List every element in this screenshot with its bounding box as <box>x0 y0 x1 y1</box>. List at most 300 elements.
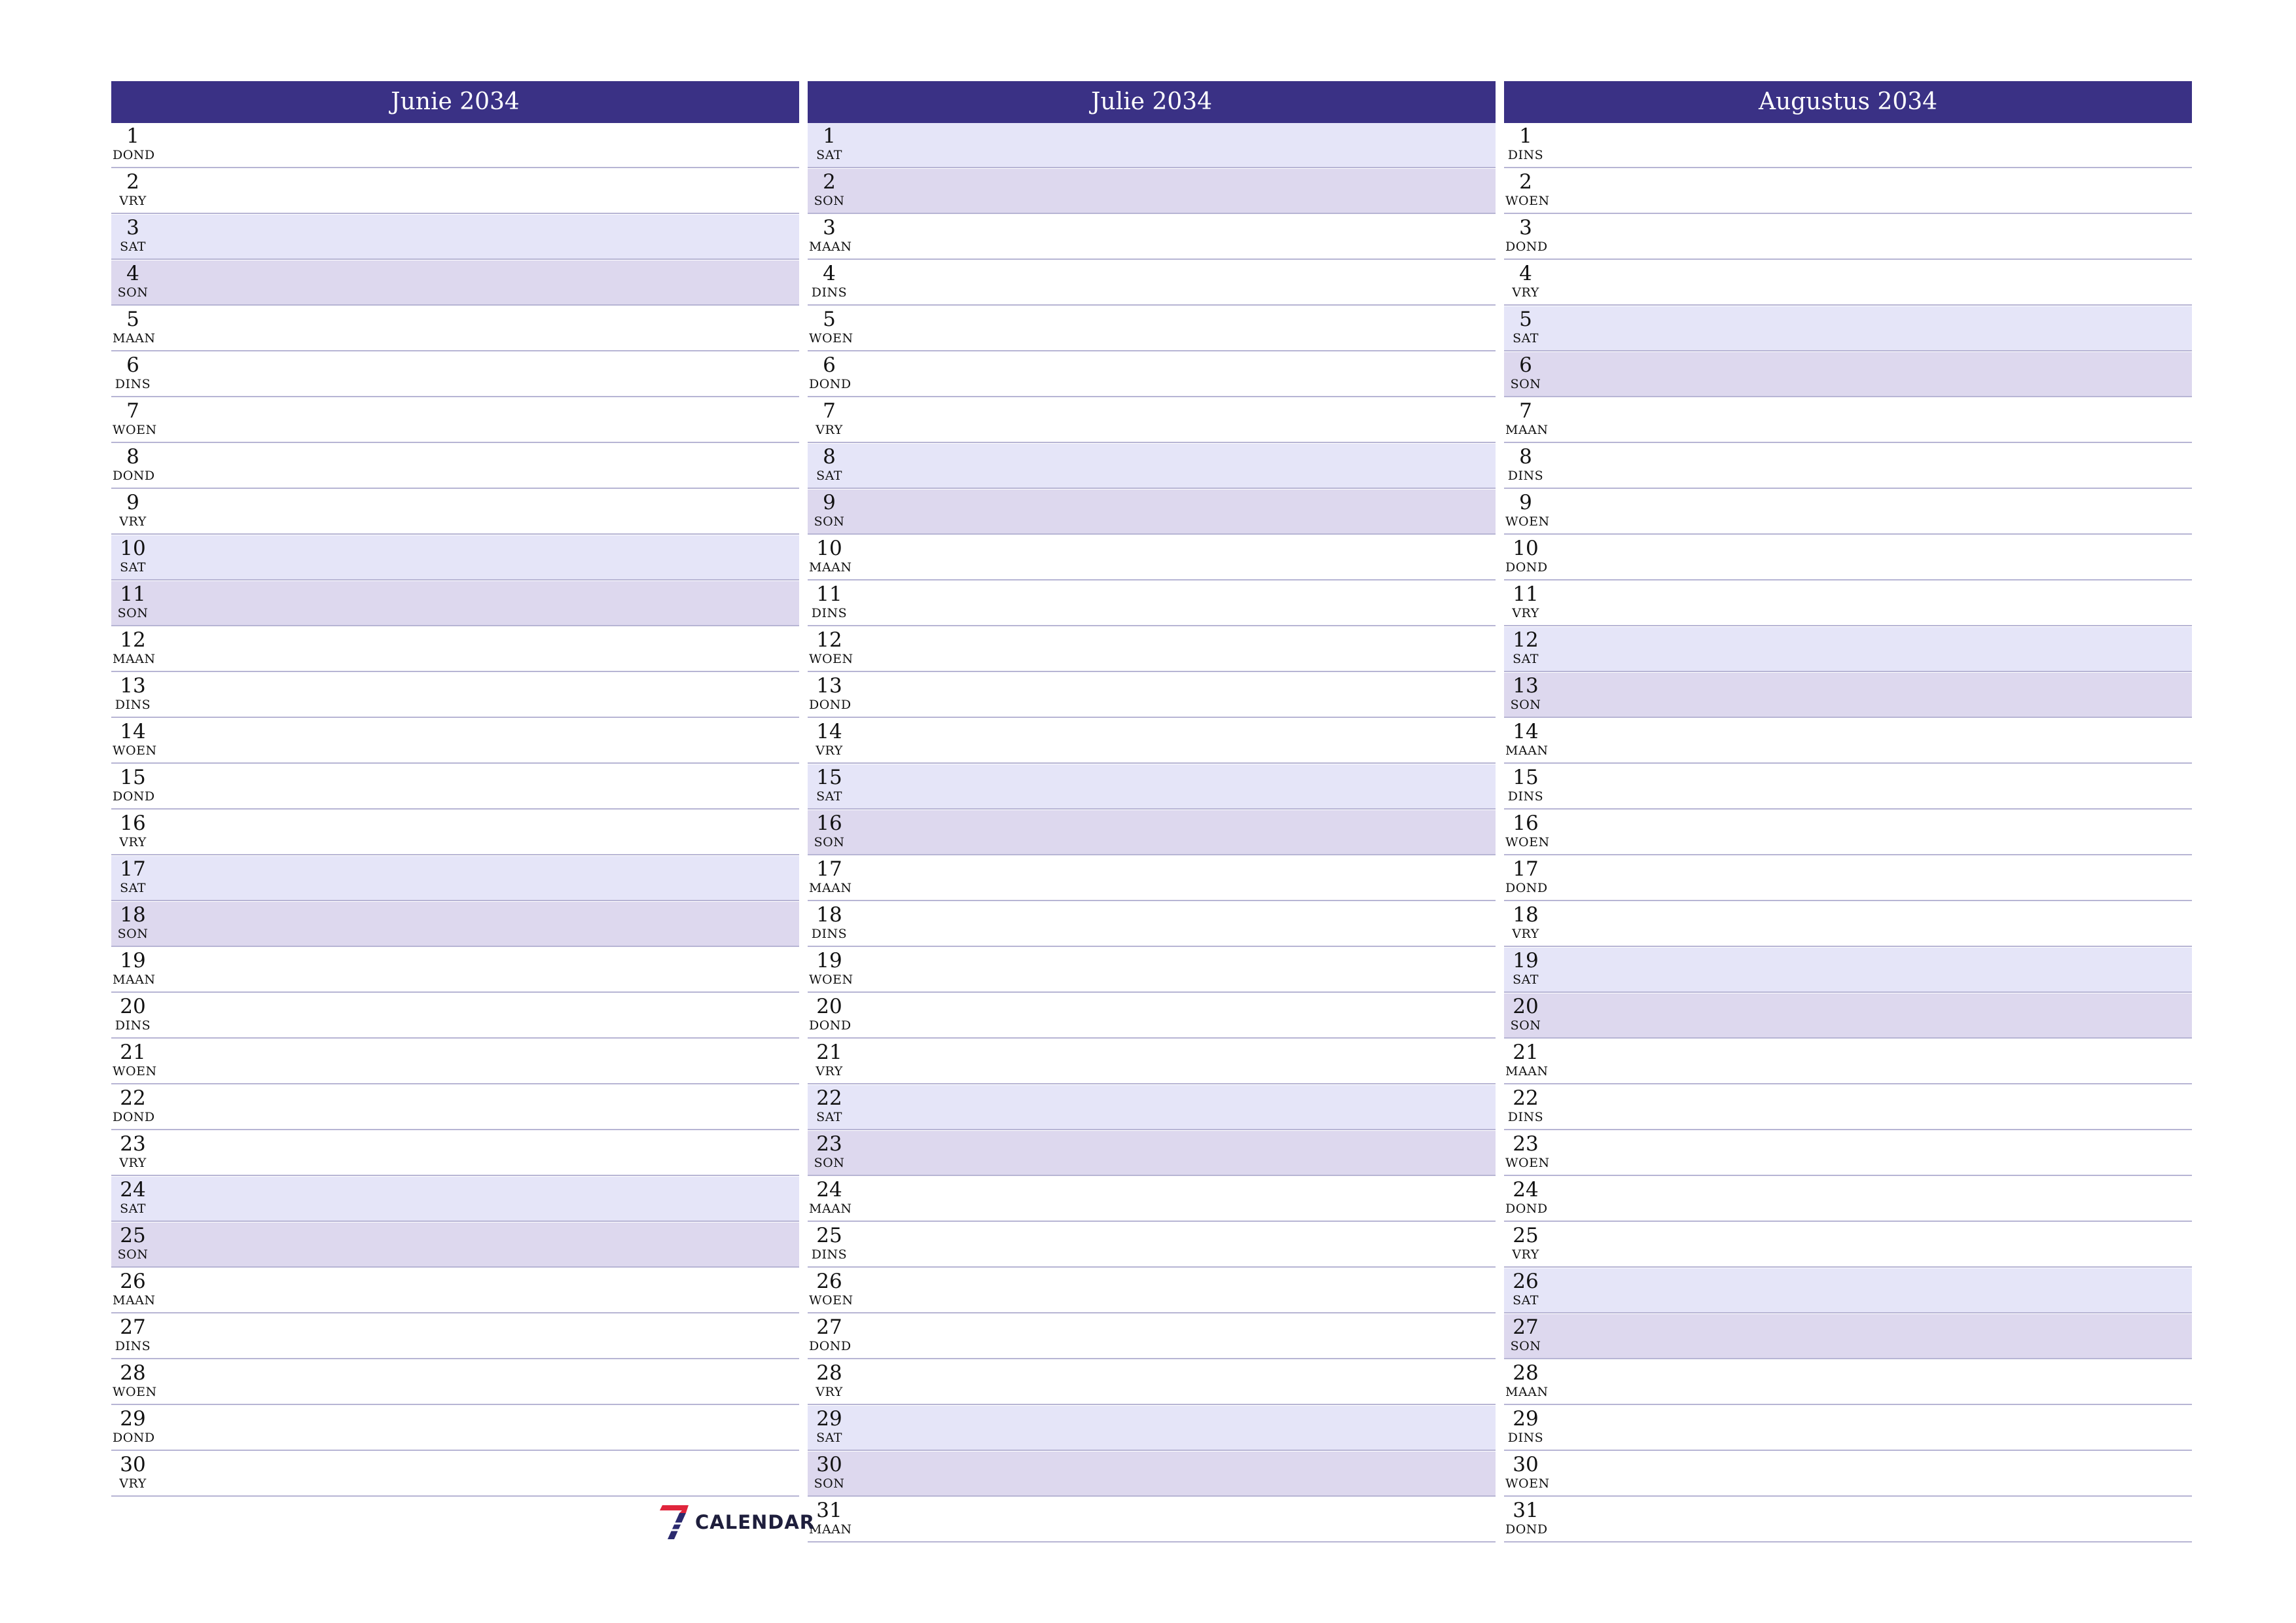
day-cell <box>1505 582 1546 620</box>
day-number: 3 <box>1519 216 1532 240</box>
weekday-label: SAT <box>816 148 842 162</box>
day-row <box>808 1360 1496 1405</box>
weekday-label: DINS <box>1507 789 1544 804</box>
day-number: 7 <box>823 399 836 423</box>
weekday-label: WOEN <box>113 423 157 437</box>
day-row <box>808 169 1496 214</box>
day-number: 8 <box>1519 445 1532 469</box>
day-row <box>808 444 1496 489</box>
day-row <box>111 1452 799 1497</box>
day-row <box>1504 1406 2192 1451</box>
day-row <box>808 215 1496 260</box>
weekday-label: DOND <box>1505 1522 1548 1537</box>
day-number: 8 <box>823 445 836 469</box>
weekday-label: DOND <box>809 1018 852 1033</box>
day-number: 21 <box>816 1041 842 1064</box>
day-number: 19 <box>120 949 146 972</box>
day-number: 13 <box>1513 674 1539 698</box>
day-number: 25 <box>816 1224 842 1247</box>
day-row <box>1504 948 2192 993</box>
day-row <box>1504 719 2192 764</box>
day-cell <box>1505 949 1546 987</box>
day-cell <box>1505 812 1550 849</box>
day-cell <box>113 308 156 346</box>
day-number: 14 <box>120 720 146 743</box>
day-number: 30 <box>816 1453 842 1476</box>
weekday-label: SAT <box>120 560 146 575</box>
day-number: 31 <box>816 1499 842 1522</box>
weekday-label: SAT <box>120 881 146 895</box>
day-row <box>1504 1039 2192 1084</box>
day-row <box>1504 1452 2192 1497</box>
day-row <box>808 306 1496 351</box>
day-number: 9 <box>1519 491 1532 514</box>
day-row <box>808 627 1496 672</box>
day-row <box>1504 581 2192 626</box>
day-number: 27 <box>816 1315 842 1339</box>
day-cell <box>113 1407 153 1445</box>
day-row <box>808 490 1496 535</box>
day-cell <box>113 674 153 712</box>
day-number: 26 <box>1513 1270 1539 1293</box>
day-row <box>808 1452 1496 1497</box>
weekday-label: VRY <box>816 743 843 758</box>
day-number: 10 <box>1513 537 1539 560</box>
day-number: 4 <box>1519 262 1532 285</box>
day-row <box>111 1268 799 1313</box>
day-cell <box>809 1499 850 1537</box>
weekday-label: SAT <box>120 1202 146 1216</box>
day-row <box>808 810 1496 855</box>
day-cell <box>809 445 850 483</box>
day-row <box>808 1314 1496 1359</box>
day-cell <box>113 1178 153 1216</box>
day-cell <box>1505 1270 1546 1308</box>
day-row <box>808 581 1496 626</box>
day-row <box>1504 398 2192 443</box>
day-number: 15 <box>1513 766 1539 789</box>
weekday-label: SON <box>117 606 149 620</box>
weekday-label: WOEN <box>113 1064 157 1079</box>
weekday-label: DOND <box>1505 240 1548 254</box>
day-number: 30 <box>120 1453 146 1476</box>
day-cell <box>113 216 153 254</box>
weekday-label: DOND <box>1505 881 1548 895</box>
day-number: 11 <box>120 582 146 606</box>
day-row <box>808 1268 1496 1313</box>
day-cell <box>113 857 153 895</box>
day-cell <box>1505 674 1546 712</box>
day-row <box>1504 1177 2192 1222</box>
weekday-label: VRY <box>119 194 147 208</box>
day-cell <box>113 491 153 529</box>
day-number: 24 <box>120 1178 146 1202</box>
day-number: 18 <box>816 903 842 927</box>
day-cell <box>809 1407 850 1445</box>
day-row <box>111 398 799 443</box>
day-cell <box>809 949 853 987</box>
day-row <box>808 673 1496 718</box>
day-cell <box>1505 1224 1546 1262</box>
weekday-label: MAAN <box>1505 1385 1549 1399</box>
weekday-label: VRY <box>816 423 843 437</box>
day-cell <box>1505 1086 1546 1124</box>
weekday-label: SAT <box>1513 972 1539 987</box>
weekday-label: DOND <box>113 1431 155 1445</box>
day-row <box>111 306 799 351</box>
weekday-label: DINS <box>811 927 848 941</box>
day-number: 14 <box>1513 720 1539 743</box>
day-cell <box>113 399 157 437</box>
day-row <box>111 490 799 535</box>
weekday-label: DOND <box>1505 560 1548 575</box>
month-column-august <box>1504 81 2192 1543</box>
weekday-label: DOND <box>809 377 852 391</box>
month-title: Julie 2034 <box>808 81 1496 123</box>
weekday-label: WOEN <box>1505 514 1550 529</box>
day-cell <box>1505 216 1546 254</box>
weekday-label: DOND <box>1505 1202 1548 1216</box>
weekday-label: MAAN <box>809 881 852 895</box>
weekday-label: MAAN <box>809 1522 852 1537</box>
day-number: 12 <box>1513 628 1539 652</box>
day-number: 1 <box>823 124 836 148</box>
day-number: 22 <box>816 1086 842 1110</box>
day-cell <box>809 1315 850 1353</box>
day-number: 12 <box>120 628 146 652</box>
weekday-label: VRY <box>1512 927 1539 941</box>
day-row <box>1504 1360 2192 1405</box>
day-number: 29 <box>1513 1407 1539 1431</box>
day-row <box>1504 1497 2192 1543</box>
weekday-label: MAAN <box>113 972 156 987</box>
day-cell <box>113 537 153 575</box>
day-number: 18 <box>120 903 146 927</box>
day-cell <box>809 216 850 254</box>
day-cell <box>809 812 850 849</box>
weekday-label: MAAN <box>1505 423 1549 437</box>
weekday-label: WOEN <box>1505 1476 1550 1491</box>
weekday-label: WOEN <box>809 1293 853 1308</box>
day-cell <box>1505 262 1546 300</box>
weekday-label: DOND <box>113 1110 155 1124</box>
weekday-label: SON <box>117 927 149 941</box>
weekday-label: VRY <box>119 1476 147 1491</box>
day-row <box>808 535 1496 580</box>
weekday-label: WOEN <box>809 331 853 346</box>
day-number: 30 <box>1513 1453 1539 1476</box>
day-number: 29 <box>816 1407 842 1431</box>
day-number: 3 <box>823 216 836 240</box>
day-number: 12 <box>816 628 842 652</box>
day-number: 21 <box>120 1041 146 1064</box>
day-number: 5 <box>126 308 139 331</box>
month-title: Augustus 2034 <box>1504 81 2192 123</box>
day-number: 5 <box>1519 308 1532 331</box>
weekday-label: VRY <box>119 514 147 529</box>
day-row <box>1504 1268 2192 1313</box>
calendar-logo <box>660 1504 815 1541</box>
weekday-label: WOEN <box>809 972 853 987</box>
day-cell <box>113 262 153 300</box>
weekday-label: MAAN <box>113 1293 156 1308</box>
day-number: 4 <box>823 262 836 285</box>
day-number: 22 <box>120 1086 146 1110</box>
day-number: 24 <box>1513 1178 1539 1202</box>
weekday-label: DINS <box>811 285 848 300</box>
day-cell <box>113 1453 153 1491</box>
day-cell <box>113 170 153 208</box>
day-row <box>1504 306 2192 351</box>
weekday-label: WOEN <box>1505 194 1550 208</box>
day-row <box>1504 810 2192 855</box>
day-cell <box>113 1361 157 1399</box>
weekday-label: SON <box>1510 377 1541 391</box>
day-row <box>808 948 1496 993</box>
day-row <box>808 902 1496 947</box>
day-row <box>111 169 799 214</box>
day-number: 19 <box>816 949 842 972</box>
day-number: 20 <box>816 995 842 1018</box>
day-number: 4 <box>126 262 139 285</box>
day-number: 10 <box>816 537 842 560</box>
day-cell <box>809 124 850 162</box>
day-cell <box>113 1041 157 1079</box>
day-row <box>111 673 799 718</box>
day-cell <box>113 1315 153 1353</box>
day-cell <box>1505 903 1546 941</box>
day-cell <box>809 628 853 666</box>
day-row <box>1504 902 2192 947</box>
weekday-label: VRY <box>119 1156 147 1170</box>
day-number: 26 <box>120 1270 146 1293</box>
weekday-label: WOEN <box>113 743 157 758</box>
day-cell <box>1505 1407 1546 1445</box>
day-row <box>808 856 1496 901</box>
day-number: 17 <box>120 857 146 881</box>
weekday-label: SON <box>814 194 845 208</box>
day-number: 21 <box>1513 1041 1539 1064</box>
seven-logo-icon <box>660 1504 690 1541</box>
weekday-label: WOEN <box>113 1385 157 1399</box>
day-number: 31 <box>1513 1499 1539 1522</box>
day-number: 2 <box>1519 170 1532 194</box>
weekday-label: SON <box>814 1156 845 1170</box>
weekday-label: DINS <box>1507 1110 1544 1124</box>
day-cell <box>809 1086 850 1124</box>
month-title: Junie 2034 <box>111 81 799 123</box>
day-row <box>111 1039 799 1084</box>
day-cell <box>113 1086 153 1124</box>
weekday-label: SON <box>1510 1018 1541 1033</box>
day-row <box>1504 352 2192 397</box>
day-row <box>808 352 1496 397</box>
day-number: 9 <box>823 491 836 514</box>
day-row <box>1504 627 2192 672</box>
weekday-label: DINS <box>1507 469 1544 483</box>
weekday-label: SON <box>117 1247 149 1262</box>
weekday-label: SAT <box>1513 331 1539 346</box>
day-cell <box>1505 628 1546 666</box>
day-row <box>111 581 799 626</box>
day-row <box>1504 169 2192 214</box>
day-row <box>111 352 799 397</box>
day-cell <box>1505 1499 1546 1537</box>
weekday-label: SON <box>117 285 149 300</box>
day-cell <box>113 949 156 987</box>
day-row <box>111 719 799 764</box>
weekday-label: MAAN <box>809 560 852 575</box>
day-number: 25 <box>1513 1224 1539 1247</box>
weekday-label: VRY <box>1512 1247 1539 1262</box>
month-column-june <box>111 81 799 1497</box>
day-number: 13 <box>120 674 146 698</box>
day-cell <box>1505 766 1546 804</box>
day-cell <box>113 353 153 391</box>
day-number: 20 <box>120 995 146 1018</box>
day-row <box>111 856 799 901</box>
day-cell <box>113 1132 153 1170</box>
day-number: 26 <box>816 1270 842 1293</box>
day-cell <box>113 582 153 620</box>
day-number: 17 <box>816 857 842 881</box>
weekday-label: MAAN <box>113 331 156 346</box>
day-row <box>1504 764 2192 810</box>
day-list <box>808 123 1496 1543</box>
month-column-july <box>808 81 1496 1543</box>
day-cell <box>1505 1178 1546 1216</box>
day-cell <box>113 812 153 849</box>
weekday-label: VRY <box>119 835 147 849</box>
day-row <box>1504 673 2192 718</box>
day-row <box>111 444 799 489</box>
day-cell <box>809 491 850 529</box>
day-number: 28 <box>120 1361 146 1385</box>
day-row <box>111 764 799 810</box>
day-cell <box>809 766 850 804</box>
day-row <box>808 1406 1496 1451</box>
weekday-label: DOND <box>113 148 155 162</box>
day-cell <box>809 857 850 895</box>
weekday-label: DINS <box>115 698 151 712</box>
day-cell <box>809 537 850 575</box>
day-row <box>808 1131 1496 1176</box>
day-cell <box>1505 995 1546 1033</box>
day-number: 13 <box>816 674 842 698</box>
weekday-label: SAT <box>120 240 146 254</box>
day-number: 28 <box>816 1361 842 1385</box>
day-cell <box>113 720 157 758</box>
weekday-label: DINS <box>115 377 151 391</box>
day-cell <box>809 399 850 437</box>
day-cell <box>1505 353 1546 391</box>
day-cell <box>809 720 850 758</box>
day-number: 7 <box>1519 399 1532 423</box>
weekday-label: DOND <box>113 469 155 483</box>
day-number: 25 <box>120 1224 146 1247</box>
day-number: 27 <box>1513 1315 1539 1339</box>
weekday-label: DOND <box>809 698 852 712</box>
day-row <box>111 260 799 306</box>
weekday-label: SON <box>1510 698 1541 712</box>
day-number: 1 <box>1519 124 1532 148</box>
weekday-label: DINS <box>811 606 848 620</box>
day-cell <box>1505 399 1549 437</box>
weekday-label: SAT <box>816 1110 842 1124</box>
day-cell <box>809 674 850 712</box>
day-row <box>1504 490 2192 535</box>
logo-text: CALENDAR <box>695 1511 816 1533</box>
day-row <box>1504 444 2192 489</box>
weekday-label: SAT <box>816 1431 842 1445</box>
day-row <box>808 993 1496 1039</box>
day-cell <box>809 353 850 391</box>
weekday-label: SON <box>1510 1339 1541 1353</box>
weekday-label: DINS <box>1507 1431 1544 1445</box>
day-row <box>1504 535 2192 580</box>
day-row <box>1504 993 2192 1039</box>
day-number: 7 <box>126 399 139 423</box>
day-number: 16 <box>816 812 842 835</box>
day-number: 16 <box>1513 812 1539 835</box>
weekday-label: SAT <box>816 469 842 483</box>
day-row <box>808 1085 1496 1130</box>
day-cell <box>809 582 850 620</box>
weekday-label: DINS <box>811 1247 848 1262</box>
day-number: 10 <box>120 537 146 560</box>
day-cell <box>113 628 156 666</box>
weekday-label: SAT <box>1513 652 1539 666</box>
day-cell <box>1505 170 1550 208</box>
day-cell <box>113 1224 153 1262</box>
day-row <box>808 764 1496 810</box>
day-number: 17 <box>1513 857 1539 881</box>
day-number: 20 <box>1513 995 1539 1018</box>
day-row <box>111 902 799 947</box>
day-cell <box>1505 1132 1550 1170</box>
day-row <box>1504 215 2192 260</box>
day-row <box>808 1177 1496 1222</box>
day-row <box>808 1222 1496 1268</box>
weekday-label: WOEN <box>1505 1156 1550 1170</box>
day-row <box>111 948 799 993</box>
day-number: 3 <box>126 216 139 240</box>
weekday-label: VRY <box>816 1064 843 1079</box>
weekday-label: SAT <box>1513 1293 1539 1308</box>
day-row <box>111 1177 799 1222</box>
day-row <box>111 1360 799 1405</box>
day-cell <box>809 1041 850 1079</box>
day-number: 15 <box>816 766 842 789</box>
day-row <box>111 123 799 168</box>
day-number: 19 <box>1513 949 1539 972</box>
day-row <box>111 993 799 1039</box>
day-number: 8 <box>126 445 139 469</box>
day-cell <box>113 124 153 162</box>
day-row <box>111 1314 799 1359</box>
day-cell <box>809 1453 850 1491</box>
weekday-label: WOEN <box>1505 835 1550 849</box>
day-number: 23 <box>120 1132 146 1156</box>
weekday-label: SON <box>814 1476 845 1491</box>
day-list <box>111 123 799 1497</box>
day-number: 5 <box>823 308 836 331</box>
weekday-label: VRY <box>1512 285 1539 300</box>
day-number: 23 <box>1513 1132 1539 1156</box>
day-number: 16 <box>120 812 146 835</box>
day-cell <box>809 1132 850 1170</box>
day-cell <box>1505 1453 1550 1491</box>
